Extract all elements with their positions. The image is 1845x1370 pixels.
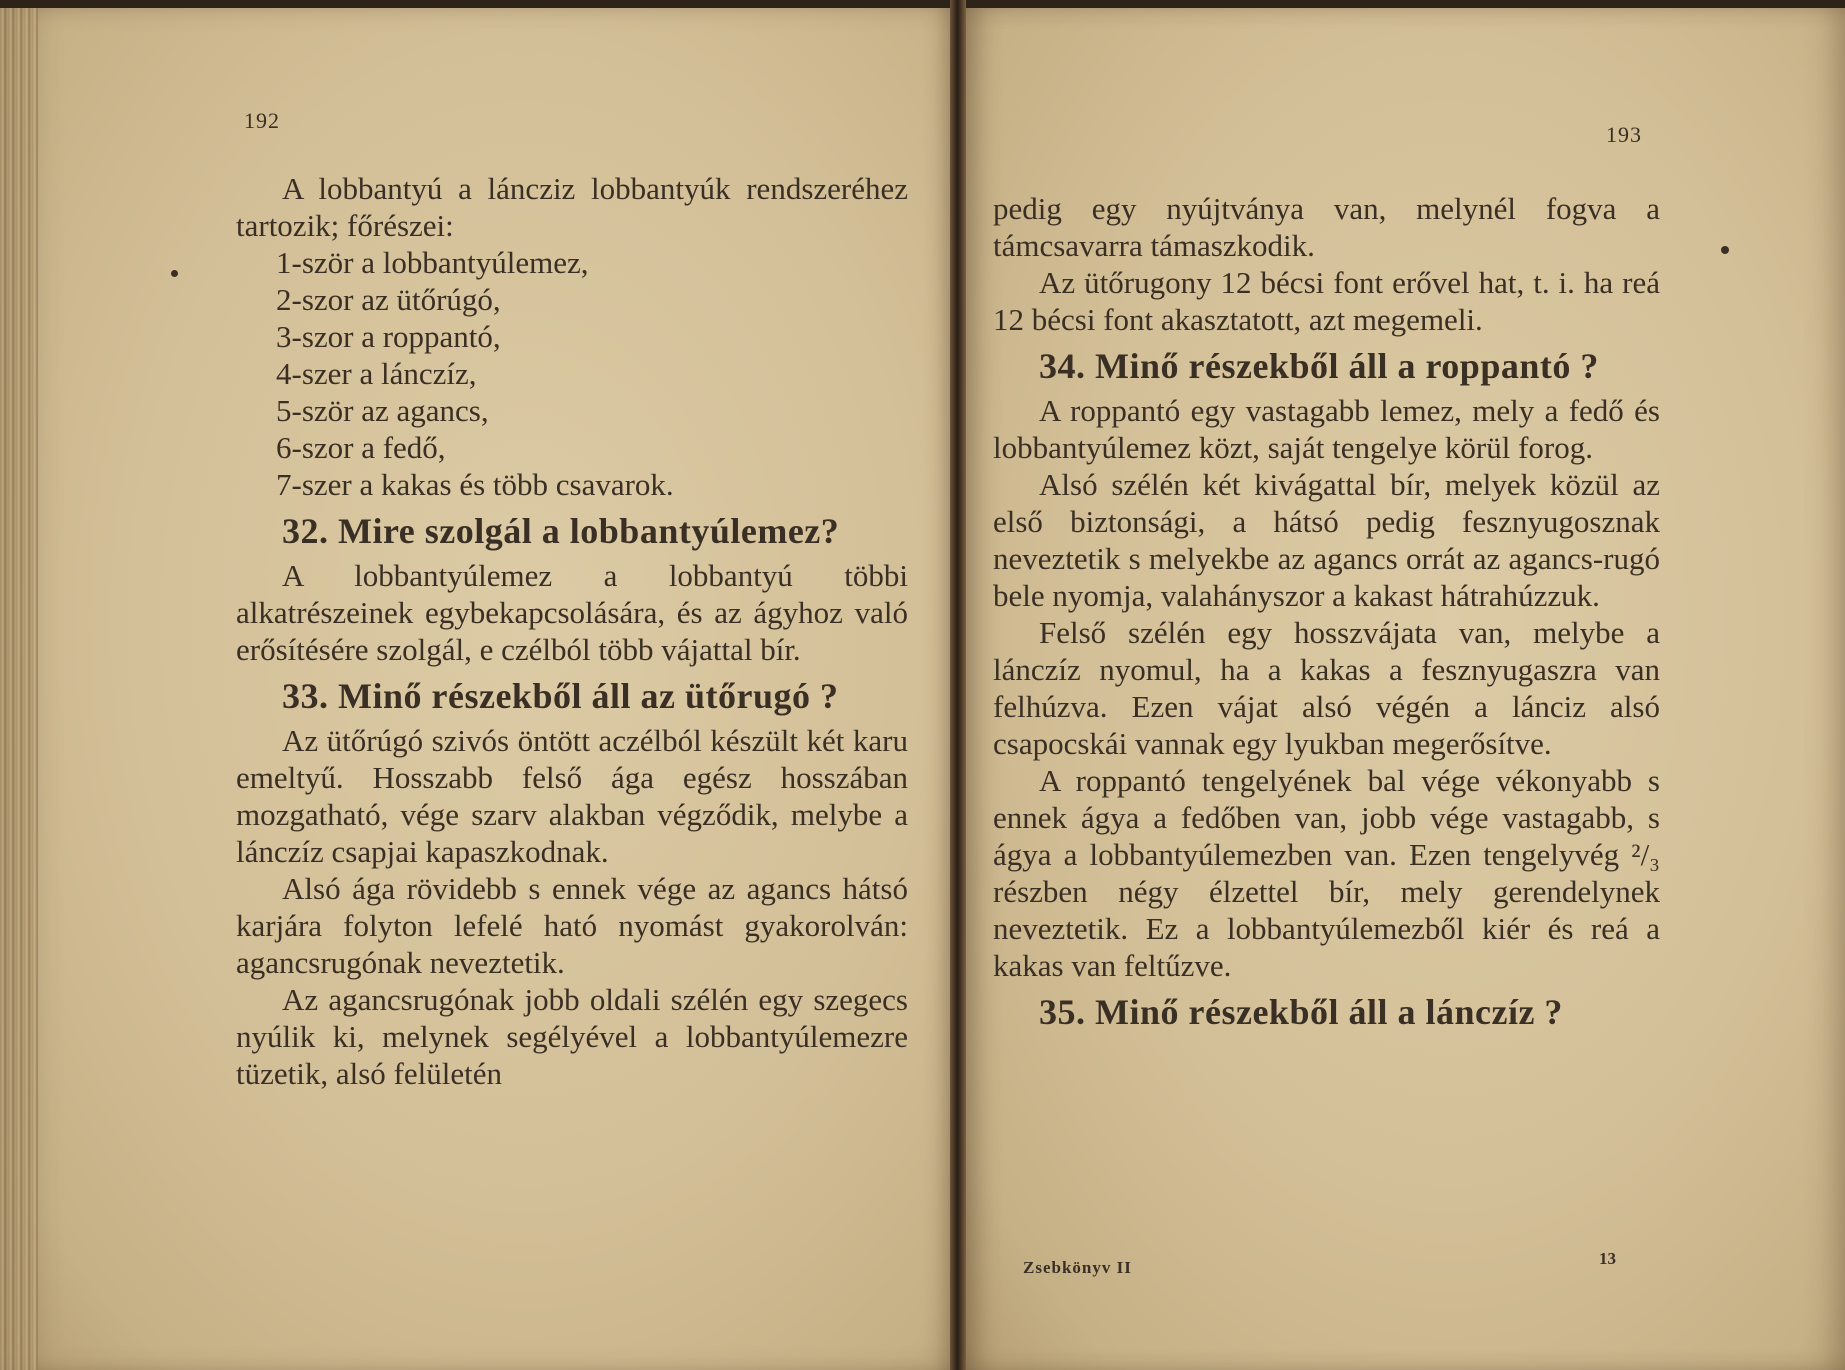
parts-list	[236, 244, 908, 503]
question-34-answer-2: Alsó szélén két kivágattal bír, melyek közül az első biztonsági, a hátsó pedig fesznyugosznak neveztetik s melyekbe az agancs orrát az agancs-rugó bele nyomja, valahányszor a kakast hátrahúzzuk.	[993, 467, 1660, 613]
right-page-text	[993, 190, 1660, 1038]
list-item: 6-szor a fedő,	[276, 430, 446, 465]
left-page-text	[236, 170, 908, 1092]
book-gutter	[950, 0, 966, 1370]
ink-speck	[1721, 246, 1729, 254]
question-32-heading: 32. Mire szolgál a lobbantyúlemez?	[282, 511, 840, 551]
left-page-number: 192	[244, 108, 280, 133]
list-item: 5-ször az agancs,	[276, 393, 489, 428]
question-34-heading: 34. Minő részekből áll a roppantó ?	[1039, 346, 1599, 386]
footer-signature: Zsebkönyv II	[1023, 1258, 1132, 1277]
list-item: 7-szer a kakas és több csavarok.	[276, 467, 674, 502]
question-33-answer-3: Az agancsrugónak jobb oldali szélén egy szegecs nyúlik ki, melynek segélyével a lobbantyúlemezre tüzetik, alsó felületén	[236, 982, 908, 1091]
list-item: 4-szer a lánczíz,	[276, 356, 477, 391]
footer-sheet-number: 13	[1599, 1249, 1616, 1268]
ink-speck	[171, 270, 178, 277]
right-page-number: 193	[1606, 122, 1642, 147]
page-edges	[0, 8, 38, 1370]
question-34-answer-1: A roppantó egy vastagabb lemez, mely a fedő és lobbantyúlemez közt, saját tengelye körül forog.	[993, 393, 1660, 465]
question-33-answer-2: Alsó ága rövidebb s ennek vége az agancs hátsó karjára folyton lefelé ható nyomást gyakorolván: agancsrugónak neveztetik.	[236, 871, 908, 980]
question-33-answer-1: Az ütőrúgó szivós öntött aczélból készült két karu emeltyű. Hosszabb felső ága egész hosszában mozgatható, vége szarv alakban végződik, melybe a lánczíz csapjai kapaszkodnak.	[236, 723, 908, 869]
list-item: 1-ször a lobbantyúlemez,	[276, 245, 589, 280]
list-item: 3-szor a roppantó,	[276, 319, 501, 354]
continued-paragraph: pedig egy nyújtványa van, melynél fogva a támcsavarra támaszkodik.	[993, 191, 1660, 263]
question-32-answer: A lobbantyúlemez a lobbantyú többi alkatrészeinek egybekapcsolására, és az ágyhoz való erősítésére szolgál, e czélból több vájattal bír.	[236, 558, 908, 667]
spring-force-paragraph: Az ütőrugony 12 bécsi font erővel hat, t. i. ha reá 12 bécsi font akasztatott, azt megemeli.	[993, 265, 1660, 337]
intro-paragraph: A lobbantyú a láncziz lobbantyúk rendszeréhez tartozik; főrészei:	[236, 171, 908, 243]
question-33-heading: 33. Minő részekből áll az ütőrugó ?	[282, 676, 839, 716]
list-item: 2-szor az ütőrúgó,	[276, 282, 501, 317]
question-35-heading: 35. Minő részekből áll a lánczíz ?	[1039, 992, 1563, 1032]
question-34-answer-4: A roppantó tengelyének bal vége vékonyabb s ennek ágya a fedőben van, jobb vége vastagabb, s ágya a lobbantyúlemezben van. Ezen tengelyvég ²/₃ részben négy élzettel bír, mely gerendelynek neveztetik. Ez a lobbantyúlemezből kiér és reá a kakas van feltűzve.	[993, 763, 1660, 983]
question-34-answer-3: Felső szélén egy hosszvájata van, melybe a lánczíz nyomul, ha a kakas a fesznyugaszra van felhúzva. Ezen vájat alsó végén a lánciz alsó csapocskái vannak egy lyukban megerősítve.	[993, 615, 1660, 761]
